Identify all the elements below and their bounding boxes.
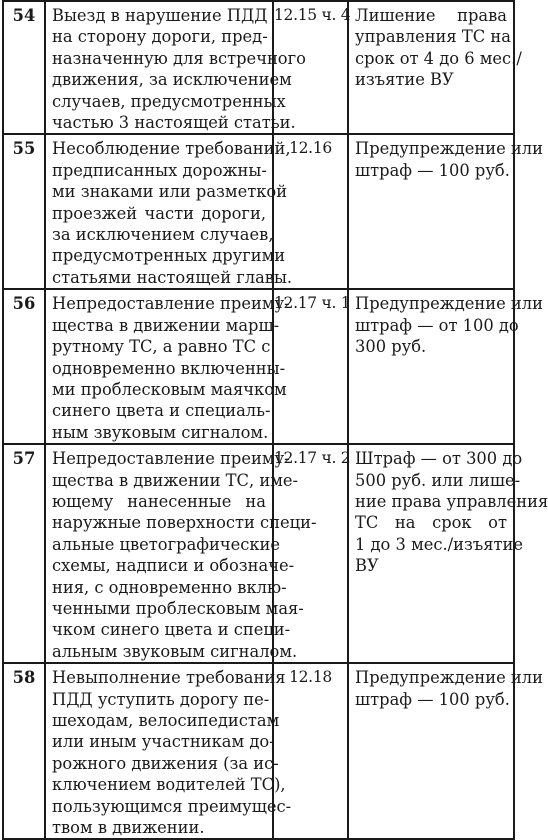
penalty — [348, 1, 522, 134]
article-reference: 12.17 ч. 1 — [273, 289, 348, 444]
table-row — [3, 134, 514, 289]
penalty — [348, 663, 543, 839]
row-number: 55 — [3, 134, 45, 289]
penalty-line: Лишение права — [355, 6, 507, 25]
description-line: Непредоставление преиму- — [52, 294, 290, 314]
description-line: Несоблюдение требований, — [52, 139, 291, 159]
penalty-line: ВУ — [355, 556, 379, 576]
description-line: синего цвета и специаль- — [52, 401, 271, 421]
description-line: Выезд в нарушение ПДД — [52, 6, 268, 25]
violation-description — [45, 1, 306, 134]
violations-table — [2, 0, 548, 840]
description-line: ключением водителей ТС), — [52, 775, 286, 795]
description-line: ным звуковым сигналом. — [52, 422, 269, 442]
description-line: проезжей части дороги, — [52, 203, 266, 223]
penalty-line: Штраф — от 300 до — [355, 449, 523, 469]
description-line: рожного движения (за ис- — [52, 753, 279, 773]
penalty-line: 1 до 3 мес./изъятие — [355, 534, 524, 554]
description-line: Непредоставление преиму- — [52, 449, 290, 469]
penalty-line: штраф — 100 руб. — [355, 160, 510, 180]
description-line: за исключением случаев, — [52, 225, 274, 245]
description-line: щества в движении ТС, име- — [52, 470, 298, 490]
article-reference: 12.16 — [273, 134, 348, 289]
description-line: движения, за исключением — [52, 70, 292, 90]
description-line: щества в движении марш- — [52, 315, 280, 335]
row-number: 58 — [3, 663, 45, 839]
penalty-line: штраф — 100 руб. — [355, 689, 510, 709]
description-line: рутному ТС, а равно ТС с — [52, 337, 271, 357]
penalty-line: срок от 4 до 6 мес./ — [355, 48, 522, 68]
description-line: альные цветографические — [52, 534, 281, 554]
description-line: назначенную для встречного — [52, 48, 306, 68]
penalty-line: Предупреждение или — [355, 294, 543, 314]
row-number: 54 — [3, 1, 45, 134]
description-line: альным звуковым сигналом. — [52, 641, 298, 661]
description-line: или иным участникам до- — [52, 732, 275, 752]
description-line: пользующимся преимущес- — [52, 796, 292, 816]
description-line: наружные поверхности специ- — [52, 513, 317, 533]
description-line: ПДД уступить дорогу пе- — [52, 689, 270, 709]
table-row — [3, 289, 514, 444]
description-line: Невыполнение требования — [52, 668, 286, 688]
row-number: 57 — [3, 444, 45, 663]
description-line: предусмотренных другими — [52, 246, 286, 266]
penalty-line: изъятие ВУ — [355, 70, 454, 90]
penalty-line: Предупреждение или — [355, 139, 543, 159]
penalty-line: штраф — от 100 до — [355, 315, 519, 335]
description-line: схемы, надписи и обозначе- — [52, 556, 295, 576]
description-line: ми проблесковым маячком — [52, 379, 287, 399]
penalty-line: управления ТС на — [355, 27, 511, 47]
description-line: ченными проблесковым мая- — [52, 598, 304, 618]
description-line: предписанных дорожны- — [52, 160, 267, 180]
violations-table-body — [3, 1, 548, 839]
row-number: 56 — [3, 289, 45, 444]
description-line: ющему нанесенные на — [52, 491, 266, 511]
penalty — [348, 444, 548, 663]
description-line: ния, с одновременно вклю- — [52, 577, 287, 597]
penalty-line: Предупреждение или — [355, 668, 543, 688]
description-line: ми знаками или разметкой — [52, 182, 288, 202]
description-line: на сторону дороги, пред- — [52, 27, 268, 47]
violation-description — [45, 663, 292, 839]
penalty — [348, 289, 543, 444]
penalty-line: 500 руб. или лише- — [355, 470, 521, 490]
penalty — [348, 134, 543, 289]
description-line: одновременно включенны- — [52, 358, 286, 378]
description-line: чком синего цвета и специ- — [52, 620, 291, 640]
penalty-line: 300 руб. — [355, 337, 427, 357]
violation-description — [45, 289, 290, 444]
description-line: частью 3 настоящей статьи. — [52, 113, 296, 133]
description-line: твом в движении. — [52, 818, 205, 838]
article-reference: 12.18 — [273, 663, 348, 839]
article-reference: 12.17 ч. 2 — [273, 444, 348, 663]
table-row — [3, 1, 514, 134]
penalty-line: ТС на срок от — [355, 513, 507, 533]
description-line: случаев, предусмотренных — [52, 91, 286, 111]
description-line: шеходам, велосипедистам — [52, 711, 280, 730]
penalty-line: ние права управления — [355, 491, 548, 511]
article-reference: 12.15 ч. 4 — [273, 1, 348, 134]
violation-description — [45, 134, 293, 289]
description-line: статьями настоящей главы. — [52, 267, 293, 287]
table-row — [3, 444, 514, 663]
table-row — [3, 663, 514, 839]
